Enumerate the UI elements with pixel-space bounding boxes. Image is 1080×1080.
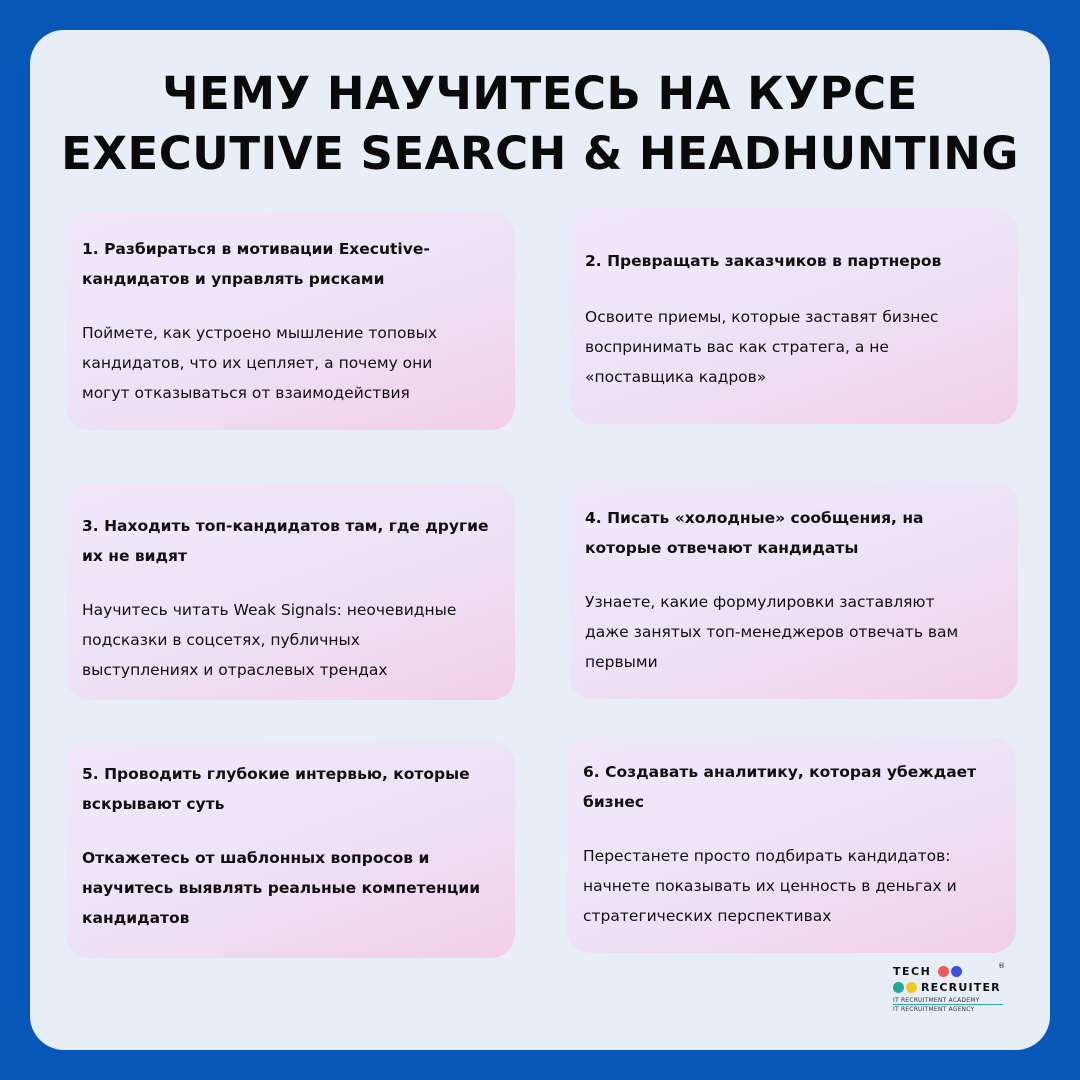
title-line-2: EXECUTIVE SEARCH & HEADHUNTING (61, 127, 1019, 180)
logo-dot-red (938, 966, 949, 977)
logo-dot-teal (893, 982, 904, 993)
card-text-line: могут отказываться от взаимодействия (82, 384, 410, 402)
card-text-line: Поймете, как устроено мышление топовых (82, 324, 438, 342)
card-text-line: Узнаете, какие формулировки заставляют (585, 593, 935, 611)
card-text (82, 843, 501, 933)
card-heading (82, 759, 501, 819)
card-heading (585, 503, 1004, 563)
card-heading-line: которые отвечают кандидаты (585, 539, 859, 557)
card-text (585, 302, 1004, 392)
logo-divider (893, 1004, 1003, 1005)
card-heading-line: 4. Писать «холодные» сообщения, на (585, 509, 924, 527)
card-heading-line: 3. Находить топ-кандидатов там, где другие (82, 517, 489, 535)
card-text-line: кандидатов (82, 909, 190, 927)
card-text-line: даже занятых топ-менеджеров отвечать вам (585, 623, 959, 641)
card-heading-line: кандидатов и управлять рисками (82, 270, 385, 288)
card-2 (569, 208, 1018, 424)
logo-subtitle-agency: IT RECRUITMENT AGENCY (893, 1006, 975, 1013)
card-text-line: стратегических перспективах (583, 907, 832, 925)
logo-dot-blue (951, 966, 962, 977)
title-line-1: ЧЕМУ НАУЧИТЕСЬ НА КУРСЕ (162, 67, 918, 120)
card-text-line: начнете показывать их ценность в деньгах и (583, 877, 957, 895)
card-1 (66, 212, 515, 430)
card-text (583, 841, 1002, 931)
card-text-line: Откажетесь от шаблонных вопросов и (82, 849, 430, 867)
card-text-line: Освоите приемы, которые заставят бизнес (585, 308, 939, 326)
card-heading-line: вскрывают суть (82, 795, 225, 813)
card-heading-line: 1. Разбираться в мотивации Executive- (82, 240, 430, 258)
card-heading-line: 2. Превращать заказчиков в партнеров (585, 252, 942, 270)
card-text-line: научитесь выявлять реальные компетенции (82, 879, 481, 897)
card-text-line: кандидатов, что их цепляет, а почему они (82, 354, 433, 372)
card-text-line: выступлениях и отраслевых трендах (82, 661, 388, 679)
card-heading-line: 5. Проводить глубокие интервью, которые (82, 765, 470, 783)
logo-word-recruiter: RECRUITER (921, 981, 1001, 994)
card-text (82, 595, 501, 685)
page-title (0, 64, 1080, 184)
card-text-line: Научитесь читать Weak Signals: неочевидные (82, 601, 457, 619)
card-heading-line: их не видят (82, 547, 187, 565)
logo-subtitle-academy: IT RECRUITMENT ACADEMY (893, 997, 980, 1004)
card-5 (66, 741, 515, 958)
card-heading (583, 757, 1002, 817)
brand-logo (893, 962, 1008, 1015)
card-text-line: «поставщика кадров» (585, 368, 767, 386)
card-6 (567, 737, 1016, 953)
card-text (82, 318, 501, 408)
card-heading-line: 6. Создавать аналитику, которая убеждает (583, 763, 977, 781)
card-text-line: подсказки в соцсетях, публичных (82, 631, 360, 649)
card-heading (82, 511, 501, 571)
card-text-line: первыми (585, 653, 658, 671)
card-text-line: Перестанете просто подбирать кандидатов: (583, 847, 951, 865)
card-3 (66, 483, 515, 700)
logo-dot-yellow (906, 982, 917, 993)
card-text (585, 587, 1004, 677)
card-heading (82, 234, 501, 294)
card-heading-line: бизнес (583, 793, 645, 811)
card-text-line: воспринимать вас как стратега, а не (585, 338, 889, 356)
logo-word-tech: TECH (893, 965, 932, 978)
card-4 (569, 481, 1018, 699)
card-heading (585, 246, 1004, 276)
registered-mark: ® (998, 962, 1005, 970)
